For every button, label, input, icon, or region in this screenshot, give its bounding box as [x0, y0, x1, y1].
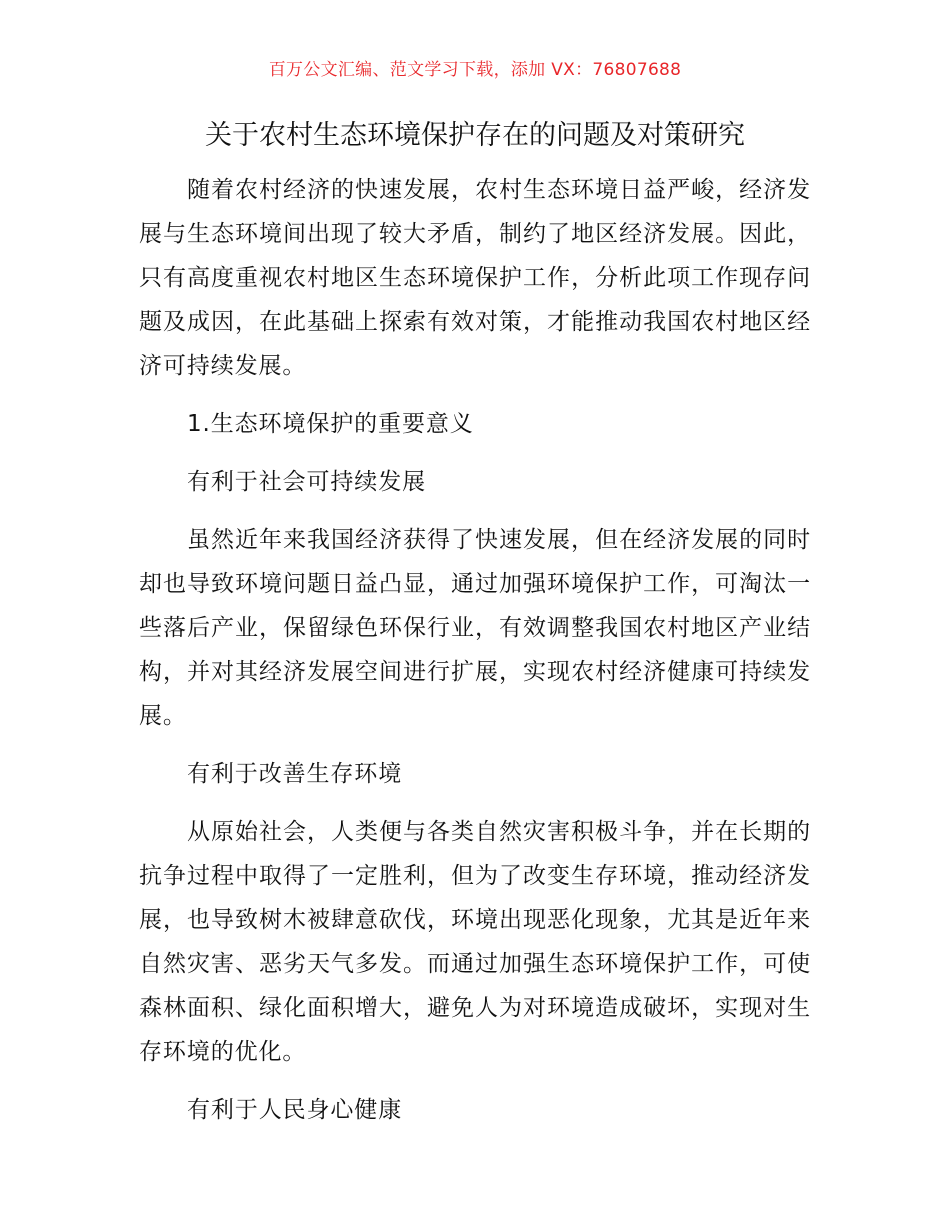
- subheading-sustainable-development: 有利于社会可持续发展: [187, 469, 426, 495]
- document-body: [139, 168, 811, 1146]
- paragraph-living-environment: 从原始社会，人类便与各类自然灾害积极斗争，并在长期的抗争过程中取得了一定胜利，但为了改变生存环境，推动经济发展，也导致树木被肆意砍伐，环境出现恶化现象，尤其是近年来自然灾害、恶劣天气多发。而通过加强生态环境保护工作，可使森林面积、绿化面积增大，避免人为对环境造成破坏，实现对生存环境的优化。: [139, 819, 811, 1065]
- subheading-health: 有利于人民身心健康: [187, 1097, 403, 1123]
- section-heading: 1.生态环境保护的重要意义: [187, 411, 474, 437]
- paragraph-sustainable-development: 虽然近年来我国经济获得了快速发展，但在经济发展的同时却也导致环境问题日益凸显，通过加强环境保护工作，可淘汰一些落后产业，保留绿色环保行业，有效调整我国农村地区产业结构，并对其经济发展空间进行扩展，实现农村经济健康可持续发展。: [139, 527, 811, 729]
- intro-paragraph: 随着农村经济的快速发展，农村生态环境日益严峻，经济发展与生态环境间出现了较大矛盾，制约了地区经济发展。因此，只有高度重视农村地区生态环境保护工作，分析此项工作现存问题及成因，在此基础上探索有效对策，才能推动我国农村地区经济可持续发展。: [139, 177, 811, 379]
- document-title: 关于农村生态环境保护存在的问题及对策研究: [205, 120, 745, 151]
- watermark-header: 百万公文汇编、范文学习下载，添加 VX：76807688: [268, 60, 682, 80]
- subheading-living-environment: 有利于改善生存环境: [187, 761, 403, 787]
